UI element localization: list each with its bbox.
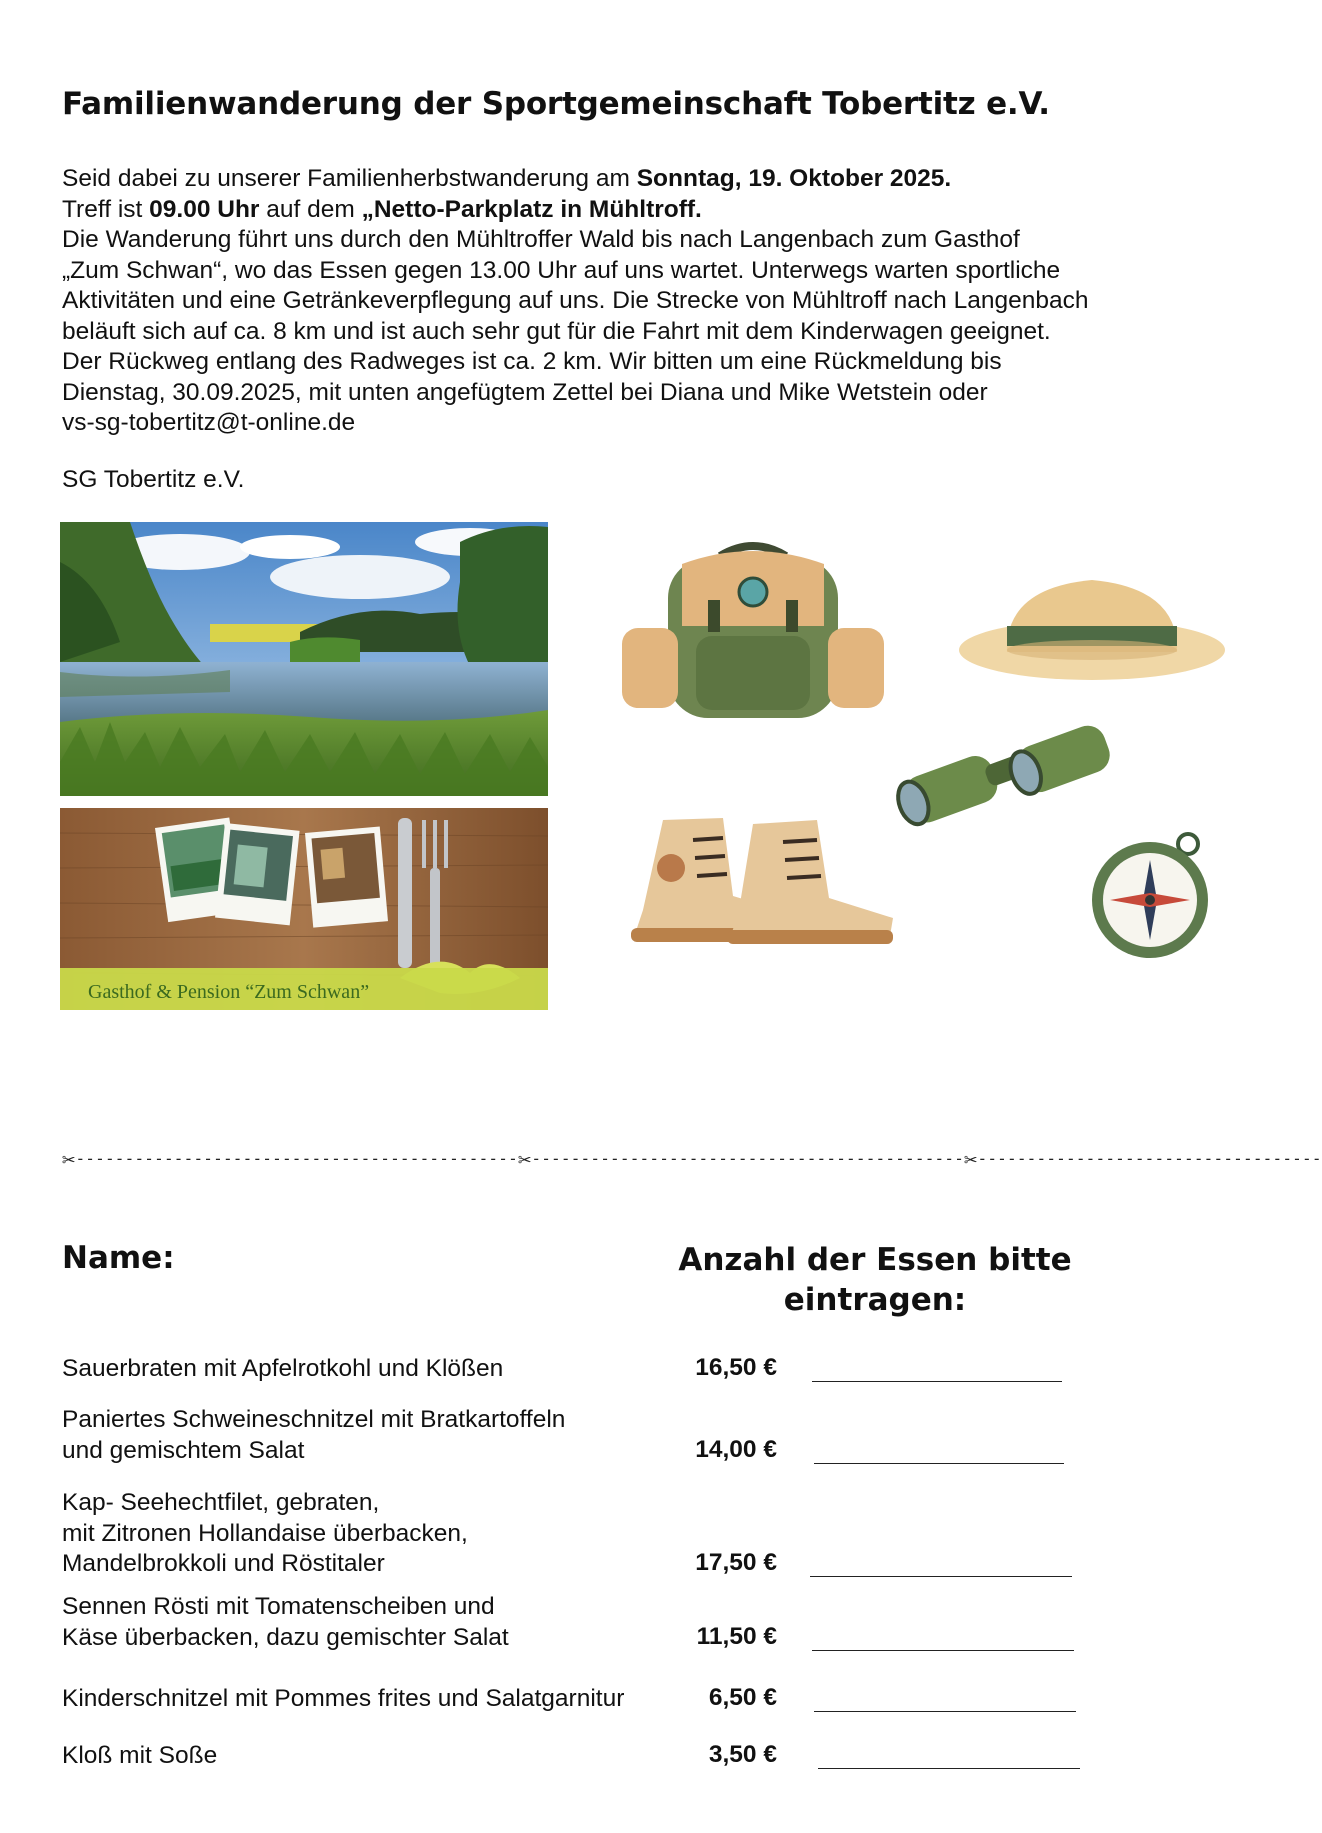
meal-count-field[interactable] [810, 1576, 1072, 1577]
menu-item-line: Sennen Rösti mit Tomatenscheiben und [62, 1593, 495, 1620]
intro-paragraph [62, 164, 1212, 439]
menu-item-line: und gemischtem Salat [62, 1436, 305, 1464]
menu-item-name [62, 1488, 468, 1580]
menu-item-line: Mandelbrokkoli und Röstitaler [62, 1550, 385, 1577]
intro-line: Die Wanderung führt uns durch den Mühltroffer Wald bis nach Langenbach zum Gasthof [62, 226, 1020, 253]
contact-email: vs-sg-tobertitz@t-online.de [62, 409, 356, 436]
signature: SG Tobertitz e.V. [62, 466, 245, 493]
meeting-place: „Netto-Parkplatz in Mühltroff. [361, 195, 702, 223]
inn-banner-text: Gasthof & Pension “Zum Schwan” [88, 981, 370, 1003]
meal-count-field[interactable] [812, 1381, 1062, 1382]
intro-line-2 [62, 195, 1212, 226]
name-label: Name: [62, 1240, 175, 1276]
menu-item-line: Kloß mit Soße [62, 1742, 218, 1769]
cut-line [62, 1148, 1322, 1173]
menu-item-line: Käse überbacken, dazu gemischter Salat [62, 1623, 509, 1651]
intro-text: Treff ist [62, 195, 150, 223]
intro-line: Dienstag, 30.09.2025, mit unten angefügtem Zettel bei Diana und Mike Wetstein oder [62, 378, 988, 406]
menu-item-name [62, 1354, 503, 1385]
menu-item-price: 3,50 € [708, 1741, 777, 1768]
menu-item-price: 16,50 € [695, 1354, 777, 1381]
menu-item-price: 11,50 € [696, 1623, 777, 1650]
intro-line-1 [62, 164, 1212, 195]
hat-illustration [955, 570, 1230, 682]
menu-item-line: mit Zitronen Hollandaise überbacken, [62, 1519, 468, 1547]
meal-count-field[interactable] [818, 1768, 1080, 1769]
menu-item-name [62, 1684, 624, 1715]
intro-line: Der Rückweg entlang des Radweges ist ca. 2 km. Wir bitten um eine Rückmeldung bis [62, 348, 1002, 375]
event-date: Sonntag, 19. Oktober 2025. [636, 165, 952, 192]
menu-item-name [62, 1741, 217, 1772]
menu-item-price: 17,50 € [695, 1549, 777, 1576]
inn-collage-photo [60, 808, 548, 1010]
intro-line: „Zum Schwan“, wo das Essen gegen 13.00 Uhr auf uns wartet. Unterwegs warten sportliche [62, 256, 1061, 284]
meal-count-field[interactable] [812, 1650, 1074, 1651]
meal-count-field[interactable] [814, 1711, 1076, 1712]
scissors-icon: ✂ [62, 1148, 76, 1173]
intro-line: Aktivitäten und eine Getränkeverpflegung auf uns. Die Strecke von Mühltroff nach Langenbach [62, 287, 1089, 314]
menu-item-name [62, 1405, 565, 1466]
page-title: Familienwanderung der Sportgemeinschaft Tobertitz e.V. [62, 86, 1050, 122]
menu-item-line: Kap- Seehechtfilet, gebraten, [62, 1489, 380, 1516]
meal-count-heading [670, 1240, 1080, 1320]
menu-item-name [62, 1592, 509, 1653]
compass-illustration [1068, 830, 1228, 960]
intro-text: Seid dabei zu unserer Familienherbstwanderung am [62, 165, 637, 192]
backpack-illustration [610, 540, 896, 722]
boots-illustration [623, 810, 953, 950]
lake-landscape-photo [60, 522, 548, 796]
menu-item-price: 14,00 € [695, 1436, 777, 1463]
menu-item-line: Kinderschnitzel mit Pommes frites und Salatgarnitur [62, 1685, 625, 1712]
meeting-time: 09.00 Uhr [149, 195, 260, 223]
scissors-icon: ✂ [517, 1148, 532, 1173]
cut-dashes: --------------------------------------------- [75, 1149, 518, 1168]
menu-item-line: Paniertes Schweineschnitzel mit Bratkartoffeln [62, 1406, 566, 1433]
menu-item-price: 6,50 € [708, 1684, 777, 1711]
intro-line: beläuft sich auf ca. 8 km und ist auch sehr gut für die Fahrt mit dem Kinderwagen geeignet. [62, 317, 1051, 345]
cut-dashes: ----------------------------------- [977, 1149, 1322, 1168]
cut-dashes: -------------------------------------------- [531, 1149, 965, 1168]
menu-item-line: Sauerbraten mit Apfelrotkohl und Klößen [62, 1355, 504, 1382]
meal-count-field[interactable] [814, 1463, 1064, 1464]
intro-text: auf dem [259, 195, 362, 223]
scissors-icon: ✂ [964, 1148, 978, 1173]
meal-count-heading-line: eintragen: [783, 1282, 967, 1318]
meal-count-heading-line: Anzahl der Essen bitte [678, 1242, 1072, 1278]
